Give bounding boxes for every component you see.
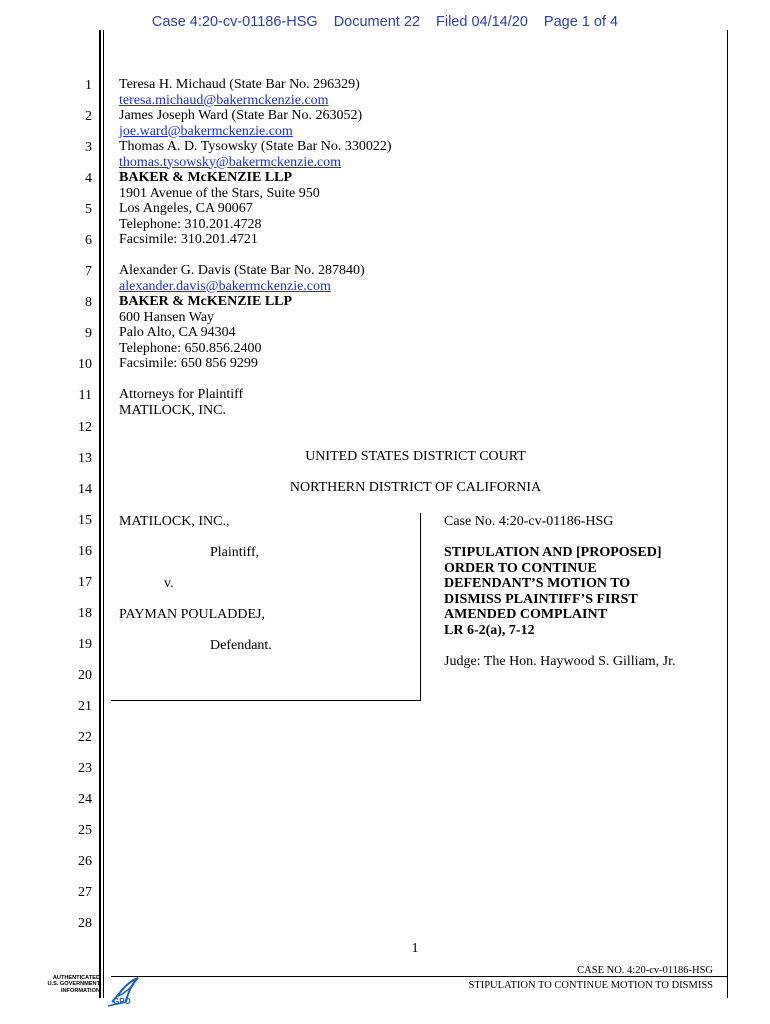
line-number: 3 bbox=[85, 140, 92, 155]
line-number: 9 bbox=[85, 326, 92, 341]
line-number: 4 bbox=[85, 171, 92, 186]
court-district: NORTHERN DISTRICT OF CALIFORNIA bbox=[289, 480, 542, 495]
line-number: 26 bbox=[78, 854, 92, 869]
ecf-header bbox=[0, 14, 770, 30]
gpo-seal-text bbox=[44, 975, 100, 994]
attorney-name: Alexander G. Davis (State Bar No. 287840) bbox=[119, 263, 365, 278]
attorney-email-link[interactable]: alexander.davis@bakermckenzie.com bbox=[119, 278, 331, 294]
line-number: 25 bbox=[78, 823, 92, 838]
line-number: 16 bbox=[78, 544, 92, 559]
caption-defendant-role: Defendant. bbox=[210, 638, 272, 653]
firm-address-line: 1901 Avenue of the Stars, Suite 950 bbox=[119, 185, 320, 201]
line-number: 15 bbox=[78, 513, 92, 528]
court-name: UNITED STATES DISTRICT COURT bbox=[305, 449, 526, 464]
firm-telephone: Telephone: 650.856.2400 bbox=[119, 340, 262, 356]
line-number: 2 bbox=[85, 109, 92, 124]
line-number: 24 bbox=[78, 792, 92, 807]
attorneys-for-party: MATILOCK, INC. bbox=[119, 402, 226, 418]
document-title-line: DISMISS PLAINTIFF’S FIRST bbox=[444, 591, 638, 607]
line-number: 19 bbox=[78, 637, 92, 652]
firm-telephone: Telephone: 310.201.4728 bbox=[119, 216, 262, 232]
document-title-line: ORDER TO CONTINUE bbox=[444, 560, 597, 576]
line-number: 14 bbox=[78, 482, 92, 497]
line-number: 13 bbox=[78, 451, 92, 466]
ecf-document-number: Document 22 bbox=[333, 14, 420, 30]
page-number: 1 bbox=[411, 941, 419, 956]
attorneys-for-block bbox=[119, 387, 243, 418]
line-number: 21 bbox=[78, 699, 92, 714]
gpo-seal-line: INFORMATION bbox=[60, 987, 100, 994]
firm-address-line: Palo Alto, CA 94304 bbox=[119, 325, 236, 340]
line-number: 6 bbox=[85, 233, 92, 248]
ecf-filed-date: Filed 04/14/20 bbox=[435, 14, 528, 30]
law-firm-name: BAKER & McKENZIE LLP bbox=[119, 170, 293, 185]
ecf-page-count: Page 1 of 4 bbox=[543, 14, 619, 30]
footer-title: STIPULATION TO CONTINUE MOTION TO DISMISS bbox=[468, 980, 713, 991]
attorney-block-primary bbox=[119, 77, 392, 248]
gpo-seal-line: U.S. GOVERNMENT bbox=[47, 981, 100, 988]
gpo-seal-line: AUTHENTICATED bbox=[52, 975, 100, 981]
document-title-line: DEFENDANT’S MOTION TO bbox=[444, 576, 631, 591]
judge-name: Judge: The Hon. Haywood S. Gilliam, Jr. bbox=[444, 654, 676, 669]
attorney-block-secondary bbox=[119, 263, 365, 372]
line-number: 5 bbox=[85, 202, 92, 217]
left-margin-double-rule-outer bbox=[99, 30, 101, 998]
right-margin-rule bbox=[727, 30, 728, 998]
gpo-eagle-icon bbox=[104, 972, 144, 1012]
footer-rule bbox=[111, 976, 727, 977]
caption-plaintiff-role: Plaintiff, bbox=[210, 545, 260, 560]
line-number: 27 bbox=[78, 885, 92, 900]
document-title-line: AMENDED COMPLAINT bbox=[444, 607, 607, 622]
left-margin-double-rule-inner bbox=[103, 30, 104, 998]
footer-case-number: CASE NO. 4:20-cv-01186-HSG bbox=[577, 965, 713, 976]
firm-address-line: Los Angeles, CA 90067 bbox=[119, 201, 253, 216]
gpo-authentication-seal bbox=[44, 972, 144, 1012]
line-number: 22 bbox=[78, 730, 92, 745]
gpo-mark-text: GPO bbox=[113, 997, 131, 1006]
firm-facsimile: Facsimile: 310.201.4721 bbox=[119, 232, 258, 247]
caption-divider-horizontal bbox=[111, 700, 421, 701]
case-number: Case No. 4:20-cv-01186-HSG bbox=[444, 514, 614, 529]
attorney-email-link[interactable]: thomas.tysowsky@bakermckenzie.com bbox=[119, 154, 342, 170]
line-number: 8 bbox=[85, 295, 92, 310]
attorney-name: James Joseph Ward (State Bar No. 263052) bbox=[119, 108, 363, 123]
caption-divider-vertical bbox=[420, 513, 421, 701]
line-number: 10 bbox=[78, 357, 92, 372]
attorney-name: Thomas A. D. Tysowsky (State Bar No. 330022) bbox=[119, 139, 392, 154]
line-number: 23 bbox=[78, 761, 92, 776]
law-firm-name: BAKER & McKENZIE LLP bbox=[119, 294, 293, 309]
line-number: 20 bbox=[78, 668, 92, 683]
line-number: 28 bbox=[78, 916, 92, 931]
document-title-line: LR 6-2(a), 7-12 bbox=[444, 622, 535, 638]
document-title bbox=[444, 545, 662, 638]
caption-versus: v. bbox=[164, 576, 174, 591]
line-number: 18 bbox=[78, 606, 92, 621]
document-title-line: STIPULATION AND [PROPOSED] bbox=[444, 545, 662, 560]
attorney-email-link[interactable]: teresa.michaud@bakermckenzie.com bbox=[119, 92, 329, 108]
line-number: 7 bbox=[85, 264, 92, 279]
line-number: 1 bbox=[85, 78, 92, 93]
line-number: 11 bbox=[78, 388, 92, 403]
attorney-name: Teresa H. Michaud (State Bar No. 296329) bbox=[119, 77, 360, 92]
line-number: 12 bbox=[78, 420, 92, 435]
caption-plaintiff: MATILOCK, INC., bbox=[119, 514, 230, 529]
attorneys-for-label: Attorneys for Plaintiff bbox=[119, 387, 244, 402]
line-number: 17 bbox=[78, 575, 92, 590]
firm-facsimile: Facsimile: 650 856 9299 bbox=[119, 356, 258, 371]
attorney-email-link[interactable]: joe.ward@bakermckenzie.com bbox=[119, 123, 293, 139]
ecf-case-number: Case 4:20-cv-01186-HSG bbox=[151, 14, 318, 30]
firm-address-line: 600 Hansen Way bbox=[119, 309, 215, 325]
caption-defendant: PAYMAN POULADDEJ, bbox=[119, 607, 265, 622]
